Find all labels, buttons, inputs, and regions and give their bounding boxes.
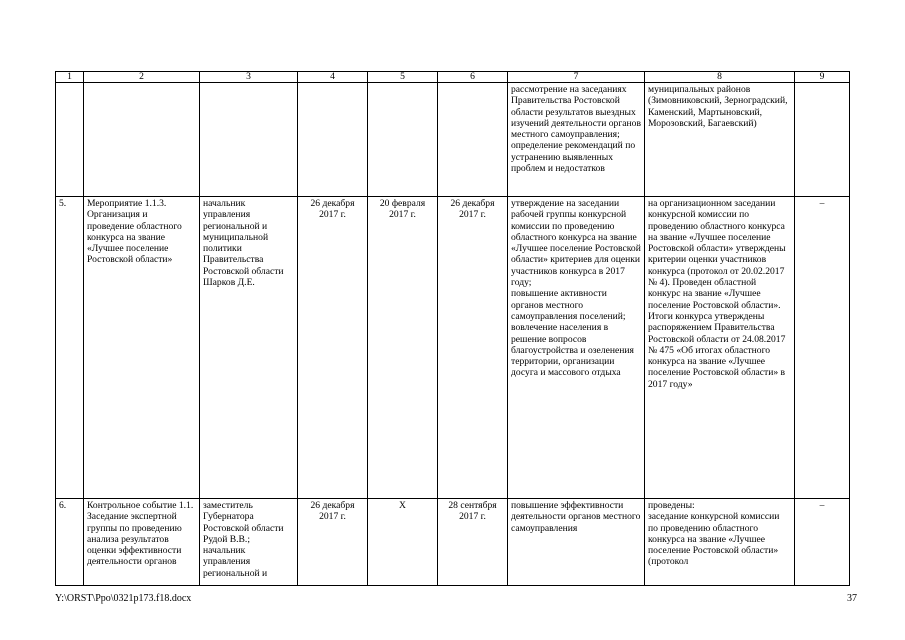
start-date	[298, 83, 368, 197]
expected-result: рассмотрение на заседаниях Правительства Ростовской области результатов выездных изучений деятельности органов местного самоуправления; определение рекомендаций по устранению выявленных проблем и недостатков	[508, 83, 645, 197]
row-number: 6.	[56, 499, 84, 586]
actual-result: муниципальных районов (Зимовниковский, Зерноградский, Каменский, Мартыновский, Морозовский, Багаевский)	[645, 83, 795, 197]
column-number: 7	[508, 72, 645, 83]
column-number: 4	[298, 72, 368, 83]
responsible-person	[200, 83, 298, 197]
event-name	[84, 83, 200, 197]
note	[795, 83, 850, 197]
responsible-person: начальник управления региональной и муниципальной политики Правительства Ростовской области Шарков Д.Е.	[200, 197, 298, 499]
page-number: 37	[847, 593, 857, 604]
event-name: Контрольное событие 1.1. Заседание экспертной группы по проведению анализа результатов оценки эффективности деятельности органов	[84, 499, 200, 586]
column-number: 8	[645, 72, 795, 83]
note: –	[795, 499, 850, 586]
table-row	[56, 499, 850, 586]
planned-date	[368, 83, 438, 197]
column-number: 2	[84, 72, 200, 83]
start-date: 26 декабря 2017 г.	[298, 197, 368, 499]
expected-result: повышение эффективности деятельности органов местного самоуправления	[508, 499, 645, 586]
actual-date: 26 декабря 2017 г.	[438, 197, 508, 499]
expected-result: утверждение на заседании рабочей группы конкурсной комиссии по проведению областного конкурса на звание «Лучшее поселение Ростовской области» критериев для оценки участников конкурса в 2017 году; повышение активности органов местного самоуправления поселений; вовлечение населения в решение вопросов благоустройства и озеленения территории, организации досуга и массового отдыха	[508, 197, 645, 499]
row-number	[56, 83, 84, 197]
table-row	[56, 83, 850, 197]
column-number: 3	[200, 72, 298, 83]
column-number: 5	[368, 72, 438, 83]
event-name: Мероприятие 1.1.3. Организация и проведение областного конкурса на звание «Лучшее поселение Ростовской области»	[84, 197, 200, 499]
planned-date: 20 февраля 2017 г.	[368, 197, 438, 499]
row-number: 5.	[56, 197, 84, 499]
note: –	[795, 197, 850, 499]
file-path: Y:\ORST\Ppo\0321p173.f18.docx	[55, 593, 192, 604]
start-date: 26 декабря 2017 г.	[298, 499, 368, 586]
table-row	[56, 197, 850, 499]
actual-result: проведены: заседание конкурсной комиссии по проведению областного конкурса на звание «Лучшее поселение Ростовской области» (протокол	[645, 499, 795, 586]
column-number-row	[56, 72, 850, 83]
actual-result: на организационном заседании конкурсной комиссии по проведению областного конкурса на звание «Лучшее поселение Ростовской области» утверждены критерии оценки участников конкурса (протокол от 20.02.2017 № 4). Проведен областной конкурс на звание «Лучшее поселение Ростовской области». Итоги конкурса утверждены распоряжением Правительства Ростовской области от 24.08.2017 № 475 «Об итогах областного конкурса на звание «Лучшее поселение Ростовской области» в 2017 году»	[645, 197, 795, 499]
responsible-person: заместитель Губернатора Ростовской области Рудой В.В.; начальник управления региональной и	[200, 499, 298, 586]
column-number: 1	[56, 72, 84, 83]
actual-date: 28 сентября 2017 г.	[438, 499, 508, 586]
report-table	[55, 71, 850, 586]
column-number: 6	[438, 72, 508, 83]
column-number: 9	[795, 72, 850, 83]
planned-date: Х	[368, 499, 438, 586]
actual-date	[438, 83, 508, 197]
